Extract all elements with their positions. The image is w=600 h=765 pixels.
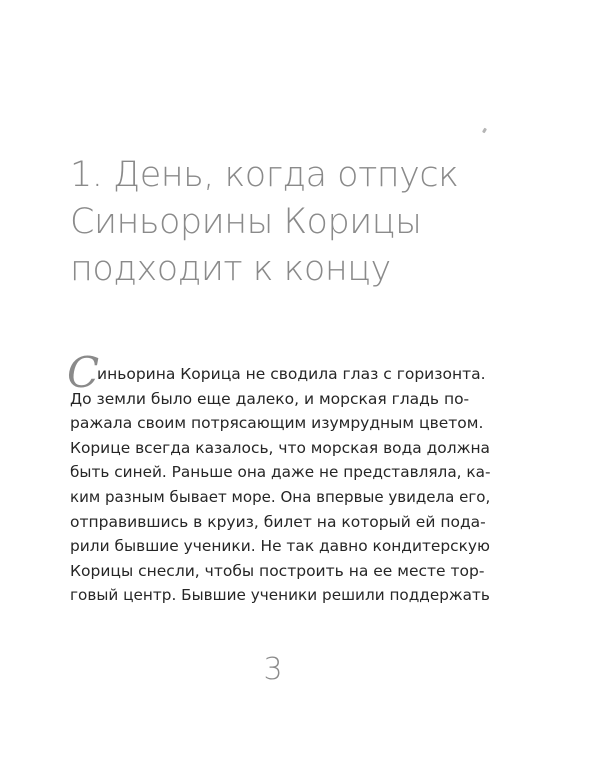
text-line: рили бывшие ученики. Не так давно кондитерскую (70, 537, 490, 556)
text-line: быть синей. Раньше она даже не представляла, ка- (70, 463, 491, 482)
text-line: отправившись в круиз, билет на который ей пода- (70, 512, 486, 531)
chapter-title-line: подходит к концу (70, 249, 391, 289)
drop-cap: С (67, 348, 100, 397)
text-line: ким разным бывает море. Она впервые увидела его, (70, 487, 491, 506)
chapter-title-line: Синьорины Корицы (70, 202, 422, 242)
print-speck (482, 128, 487, 134)
chapter-body-text (67, 348, 491, 608)
text-line: До земли было еще далеко, и морская гладь по- (70, 389, 470, 408)
text-line-content: иньорина Корица не сводила глаз с горизонта. (97, 365, 486, 383)
page-number: 3 (263, 652, 283, 687)
text-line: Корицы снесли, чтобы построить на ее месте тор- (70, 561, 485, 580)
text-line: говый центр. Бывшие ученики решили поддержать (70, 586, 490, 605)
text-line: Корице всегда казалось, что морская вода должна (70, 438, 490, 457)
chapter-title (70, 152, 458, 293)
chapter-title-line: 1. День, когда отпуск (70, 155, 459, 195)
text-line: ражала своим потрясающим изумрудным цветом. (70, 414, 484, 433)
text-line (67, 348, 490, 397)
